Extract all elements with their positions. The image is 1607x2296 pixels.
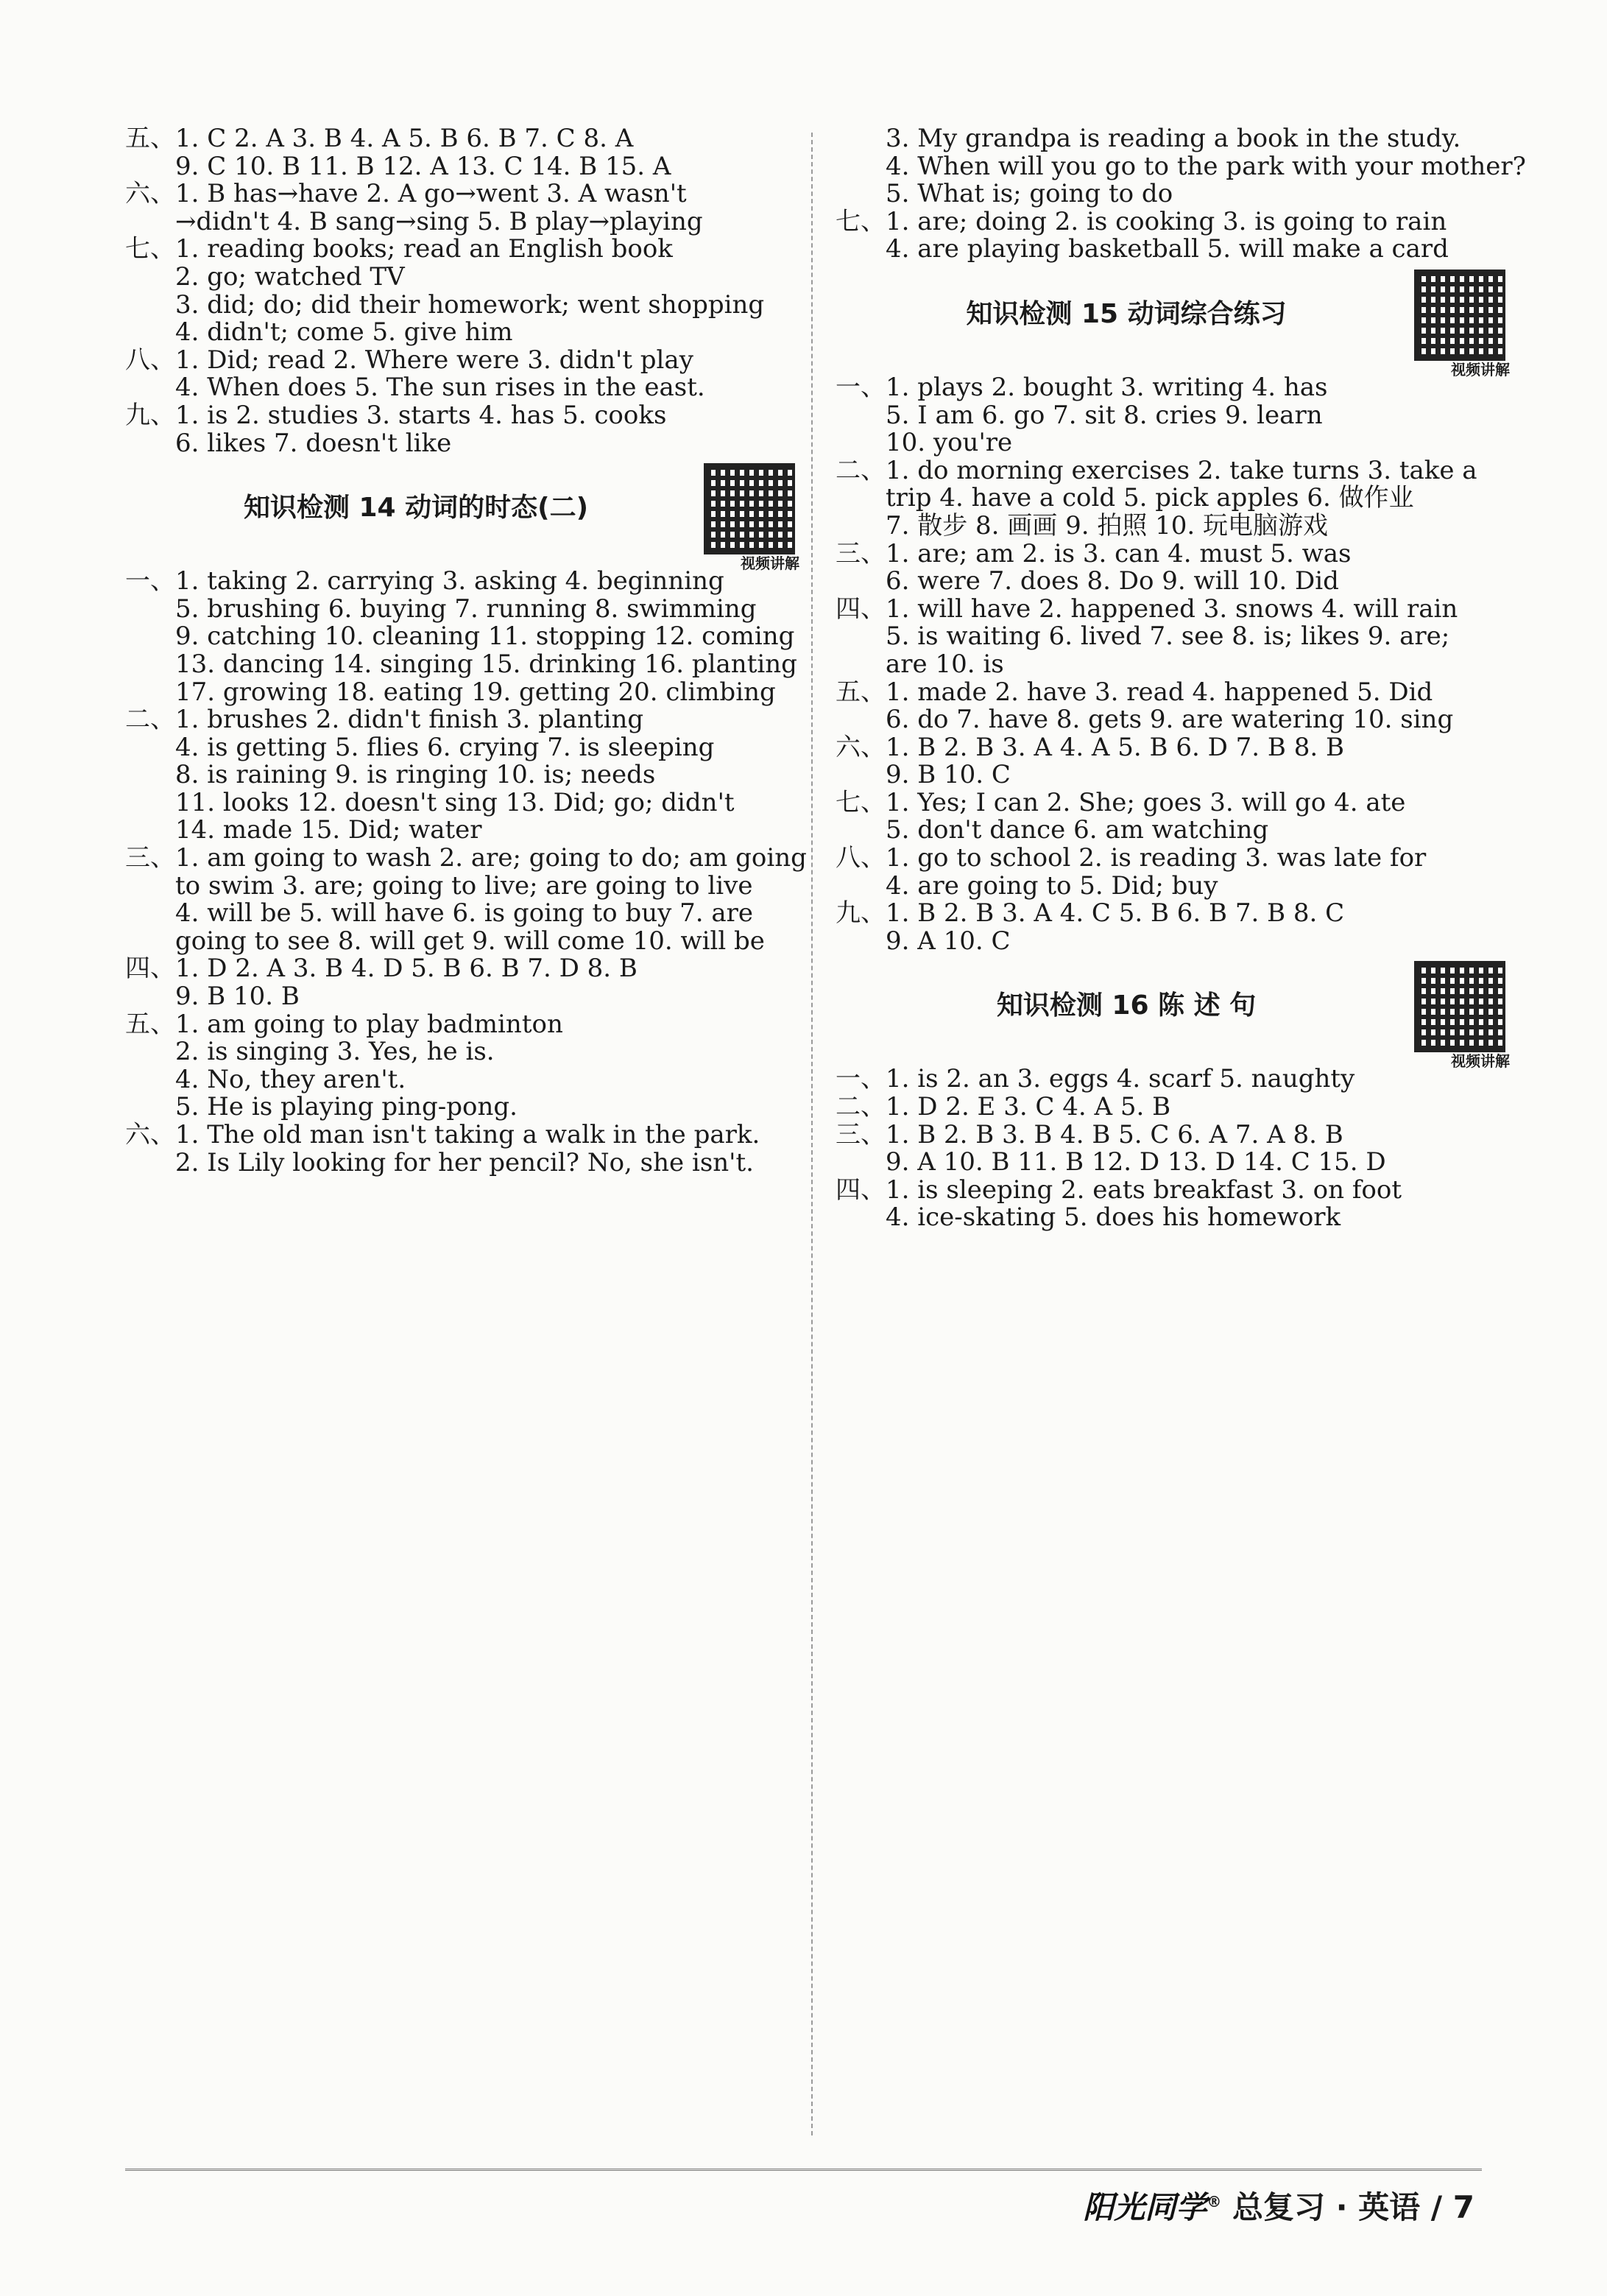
answer-line: going to see 8. will get 9. will come 10. will be: [175, 926, 765, 956]
answers-block-left-1: [125, 125, 802, 457]
answer-line: trip 4. have a cold 5. pick apples 6. 做作业: [886, 483, 1414, 513]
answer-line: 4. is getting 5. flies 6. crying 7. is sleeping: [175, 732, 715, 762]
answer-line: 5. He is playing ping-pong.: [175, 1092, 518, 1122]
answers-block-right-1: [836, 124, 1526, 264]
answer-line: 七、1. are; doing 2. is cooking 3. is going to rain: [836, 206, 1447, 236]
answer-line: 3. My grandpa is reading a book in the study.: [886, 124, 1461, 153]
answer-line: 七、1. reading books; read an English book: [125, 234, 673, 264]
answer-line: to swim 3. are; going to live; are going to live: [175, 870, 753, 901]
answer-line: 5. is waiting 6. lived 7. see 8. is; likes 9. are;: [886, 621, 1450, 652]
answer-line: 九、1. is 2. studies 3. starts 4. has 5. cooks: [125, 400, 667, 430]
answer-line: 14. made 15. Did; water: [175, 815, 482, 845]
answer-line: 三、1. are; am 2. is 3. can 4. must 5. was: [836, 538, 1352, 568]
answer-line: 9. A 10. B 11. B 12. D 13. D 14. C 15. D: [886, 1147, 1386, 1177]
qr-caption: 视频讲解: [1451, 360, 1510, 378]
qr-code-icon[interactable]: [1414, 270, 1505, 361]
answer-line: 八、1. Did; read 2. Where were 3. didn't play: [125, 345, 693, 375]
section-15-title: 知识检测 15 动词综合练习: [966, 298, 1287, 329]
answers-block-right-2: [836, 374, 1513, 955]
footer-rule: [125, 2169, 1482, 2171]
answer-line: 一、1. taking 2. carrying 3. asking 4. beginning: [125, 566, 724, 596]
answer-line: 4. When does 5. The sun rises in the east.: [175, 373, 705, 403]
answer-line: 六、1. B has→have 2. A go→went 3. A wasn't: [125, 179, 687, 209]
answer-line: 2. is singing 3. Yes, he is.: [175, 1037, 495, 1067]
answer-line: 5. brushing 6. buying 7. running 8. swimming: [175, 594, 757, 624]
answer-line: 9. C 10. B 11. B 12. A 13. C 14. B 15. A: [175, 151, 671, 181]
answer-line: 5. What is; going to do: [886, 179, 1173, 209]
column-divider: [811, 133, 813, 2135]
answer-line: 四、1. will have 2. happened 3. snows 4. will rain: [836, 594, 1458, 624]
answer-line: 三、1. B 2. B 3. B 4. B 5. C 6. A 7. A 8. B: [836, 1119, 1343, 1149]
answer-line: 五、1. am going to play badminton: [125, 1009, 563, 1039]
answer-line: 一、1. plays 2. bought 3. writing 4. has: [836, 372, 1328, 402]
book-title-page-number: 总复习 · 英语 / 7: [1232, 2189, 1474, 2225]
footer-brand: [1083, 2183, 1474, 2228]
answer-line: 9. catching 10. cleaning 11. stopping 12. coming: [175, 621, 795, 652]
section-14-title: 知识检测 14 动词的时态(二): [243, 493, 589, 524]
answer-line: 九、1. B 2. B 3. A 4. C 5. B 6. B 7. B 8. C: [836, 898, 1345, 929]
answer-line: 三、1. am going to wash 2. are; going to do; am going: [125, 843, 807, 873]
answer-line: 4. When will you go to the park with your mother?: [886, 151, 1526, 181]
answer-line: 四、1. is sleeping 2. eats breakfast 3. on foot: [836, 1175, 1402, 1205]
answer-line: 9. B 10. C: [886, 760, 1011, 790]
section-16-title: 知识检测 16 陈 述 句: [996, 990, 1257, 1021]
answer-line: 一、1. is 2. an 3. eggs 4. scarf 5. naughty: [836, 1064, 1355, 1094]
answer-line: →didn't 4. B sang→sing 5. B play→playing: [175, 206, 703, 236]
qr-caption: 视频讲解: [1451, 1052, 1510, 1071]
answer-line: 五、1. C 2. A 3. B 4. A 5. B 6. B 7. C 8. A: [125, 124, 634, 153]
answer-line: 6. likes 7. doesn't like: [175, 428, 452, 458]
answer-line: 二、1. D 2. E 3. C 4. A 5. B: [836, 1092, 1171, 1122]
answer-line: 八、1. go to school 2. is reading 3. was late for: [836, 843, 1427, 873]
answer-line: 8. is raining 9. is ringing 10. is; needs: [175, 760, 656, 790]
answer-line: 10. you're: [886, 428, 1013, 458]
answer-line: 七、1. Yes; I can 2. She; goes 3. will go 4. ate: [836, 787, 1406, 817]
answer-line: are 10. is: [886, 649, 1004, 679]
answer-line: 6. were 7. does 8. Do 9. will 10. Did: [886, 566, 1339, 596]
answer-line: 6. do 7. have 8. gets 9. are watering 10. sing: [886, 705, 1454, 735]
answer-line: 二、1. do morning exercises 2. take turns 3. take a: [836, 455, 1477, 485]
answer-line: 13. dancing 14. singing 15. drinking 16. planting: [175, 649, 797, 679]
answer-line: 2. go; watched TV: [175, 261, 405, 292]
answer-line: 二、1. brushes 2. didn't finish 3. planting: [125, 705, 644, 735]
answers-block-right-3: [836, 1066, 1513, 1232]
answers-block-left-2: [125, 566, 807, 1177]
answer-line: 4. didn't; come 5. give him: [175, 317, 513, 348]
answer-line: 5. don't dance 6. am watching: [886, 815, 1269, 845]
qr-code-icon[interactable]: [1414, 961, 1505, 1052]
left-column: [125, 124, 807, 1177]
answer-line: 六、1. The old man isn't taking a walk in the park.: [125, 1120, 760, 1149]
section-15-header: [836, 264, 1513, 378]
answer-line: 2. Is Lily looking for her pencil? No, she isn't.: [175, 1147, 754, 1177]
answer-line: 4. are going to 5. Did; buy: [886, 870, 1218, 901]
answer-line: 4. are playing basketball 5. will make a card: [886, 234, 1449, 264]
right-column: [836, 124, 1526, 1233]
answer-line: 5. I am 6. go 7. sit 8. cries 9. learn: [886, 400, 1323, 430]
answer-line: 17. growing 18. eating 19. getting 20. climbing: [175, 677, 776, 707]
answer-line: 4. No, they aren't.: [175, 1064, 406, 1094]
section-16-header: [836, 955, 1513, 1071]
answer-line: 3. did; do; did their homework; went shopping: [175, 289, 765, 320]
answer-line: 9. B 10. B: [175, 982, 300, 1012]
qr-code-icon[interactable]: [704, 463, 795, 554]
qr-caption: 视频讲解: [741, 554, 799, 573]
section-14-header: [125, 457, 802, 573]
answer-line: 7. 散步 8. 画画 9. 拍照 10. 玩电脑游戏: [886, 510, 1329, 540]
registered-mark: ®: [1207, 2193, 1222, 2211]
brand-logo: 阳光同学: [1083, 2189, 1207, 2225]
answer-line: 4. ice-skating 5. does his homework: [886, 1202, 1341, 1233]
answer-line: 五、1. made 2. have 3. read 4. happened 5. Did: [836, 677, 1433, 707]
answer-line: 四、1. D 2. A 3. B 4. D 5. B 6. B 7. D 8. B: [125, 954, 637, 984]
answer-line: 六、1. B 2. B 3. A 4. A 5. B 6. D 7. B 8. B: [836, 732, 1344, 762]
answer-line: 9. A 10. C: [886, 926, 1011, 956]
answer-line: 4. will be 5. will have 6. is going to buy 7. are: [175, 898, 754, 929]
answer-line: 11. looks 12. doesn't sing 13. Did; go; didn't: [175, 787, 735, 817]
